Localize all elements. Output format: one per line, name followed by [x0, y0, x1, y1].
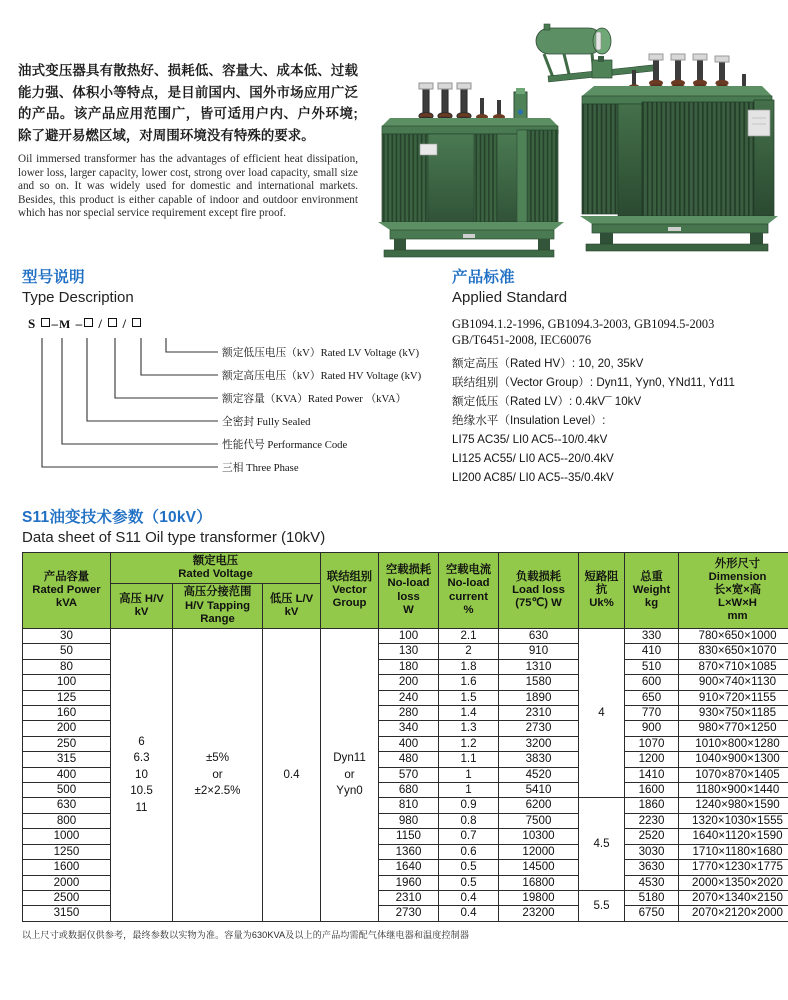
cell-rated-power: 2500 [23, 890, 111, 905]
cell-noload-loss: 200 [379, 675, 439, 690]
spec-insulation-20kv: LI125 AC55/ LI0 AC5--20/0.4kV [452, 451, 614, 465]
type-label-lv-voltage: 额定低压电压（kV）Rated LV Voltage (kV) [222, 347, 420, 359]
cell-rated-power: 3150 [23, 906, 111, 921]
transformer-right [536, 24, 778, 251]
cell-noload-loss: 400 [379, 736, 439, 751]
table-row [23, 629, 788, 644]
cell-noload-loss: 980 [379, 813, 439, 828]
applied-standard-heading-cn: 产品标准 [452, 269, 515, 286]
th-noload-current: 空载电流 No-load current % [439, 553, 499, 629]
th-uk-percent: 短路阻抗 Uk% [579, 553, 625, 629]
th-rated-power: 产品容量 Rated Power kVA [23, 553, 111, 629]
intro-text-english: Oil immersed transformer has the advantages of efficient heat dissipation, lower loss, larger capacity, lower cost, strong over load capacity, small size and so on. It was widely used for domestic and international markets. Besides, this product is either capable of indoor and outdoor environment which has nor special service requirement except fire proof. [18, 153, 358, 220]
cell-load-loss: 10300 [499, 829, 579, 844]
cell-dimension: 1010×800×1280 [679, 736, 788, 751]
cell-dimension: 1640×1120×1590 [679, 829, 788, 844]
cell-noload-loss: 810 [379, 798, 439, 813]
cell-noload-current: 2 [439, 644, 499, 659]
cell-rated-power: 1600 [23, 860, 111, 875]
cell-dimension: 1040×900×1300 [679, 752, 788, 767]
type-code-prefix: S [28, 316, 37, 331]
applied-standard-section [452, 268, 782, 487]
cell-noload-current: 1 [439, 783, 499, 798]
cell-load-loss: 23200 [499, 906, 579, 921]
cell-weight: 3030 [625, 844, 679, 859]
cell-noload-current: 0.5 [439, 875, 499, 890]
cell-dimension: 930×750×1185 [679, 706, 788, 721]
cell-weight: 3630 [625, 860, 679, 875]
spec-rated-hv: 额定高压（Rated HV）: 10, 20, 35kV [452, 356, 644, 370]
cell-noload-loss: 340 [379, 721, 439, 736]
cell-noload-loss: 2730 [379, 906, 439, 921]
spec-insulation-level: 绝缘水平（Insulation Level）: [452, 413, 606, 427]
cell-noload-current: 1.8 [439, 659, 499, 674]
cell-load-loss: 2310 [499, 706, 579, 721]
cell-rated-power: 30 [23, 629, 111, 644]
cell-dimension: 870×710×1085 [679, 659, 788, 674]
cell-noload-current: 2.1 [439, 629, 499, 644]
cell-noload-loss: 680 [379, 783, 439, 798]
cell-load-loss: 2730 [499, 721, 579, 736]
datasheet-heading-en: Data sheet of S11 Oil type transformer (10kV) [22, 529, 326, 546]
cell-load-loss: 19800 [499, 890, 579, 905]
cell-noload-current: 0.8 [439, 813, 499, 828]
cell-noload-current: 1.2 [439, 736, 499, 751]
th-tapping-range: 高压分接范围 H/V Tapping Range [173, 584, 263, 629]
cell-dimension: 910×720×1155 [679, 690, 788, 705]
cell-weight: 650 [625, 690, 679, 705]
cell-noload-loss: 180 [379, 659, 439, 674]
cell-weight: 5180 [625, 890, 679, 905]
cell-weight: 1410 [625, 767, 679, 782]
datasheet-heading-cn: S11油变技术参数（10kV） [22, 509, 212, 526]
cell-noload-current: 0.7 [439, 829, 499, 844]
cell-rated-power: 1250 [23, 844, 111, 859]
type-description-section [22, 268, 452, 488]
specifications-table [22, 552, 788, 922]
cell-weight: 330 [625, 629, 679, 644]
spec-rated-lv: 额定低压（Rated LV）: 0.4kV¯ 10kV [452, 394, 642, 408]
cell-noload-current: 0.4 [439, 890, 499, 905]
cell-weight: 1200 [625, 752, 679, 767]
cell-weight: 4530 [625, 875, 679, 890]
cell-rated-power: 160 [23, 706, 111, 721]
spec-insulation-35kv: LI200 AC85/ LI0 AC5--35/0.4kV [452, 470, 614, 484]
th-load-loss: 负载损耗 Load loss (75℃) W [499, 553, 579, 629]
cell-weight: 600 [625, 675, 679, 690]
cell-noload-current: 1.4 [439, 706, 499, 721]
cell-weight: 510 [625, 659, 679, 674]
cell-uk-percent: 5.5 [579, 890, 625, 921]
cell-noload-loss: 1150 [379, 829, 439, 844]
cell-load-loss: 4520 [499, 767, 579, 782]
cell-load-loss: 630 [499, 629, 579, 644]
cell-rated-power: 2000 [23, 875, 111, 890]
table-body [23, 629, 788, 922]
cell-hv-merged: 6 6.3 10 10.5 11 [111, 629, 173, 922]
type-label-rated-power: 额定容量（KVA）Rated Power （kVA） [222, 393, 407, 405]
th-lv: 低压 L/V kV [263, 584, 321, 629]
cell-weight: 1860 [625, 798, 679, 813]
cell-rated-power: 800 [23, 813, 111, 828]
cell-load-loss: 1580 [499, 675, 579, 690]
cell-vector-merged: Dyn11 or Yyn0 [321, 629, 379, 922]
cell-rated-power: 50 [23, 644, 111, 659]
type-label-three-phase: 三相 Three Phase [222, 462, 299, 474]
cell-load-loss: 1310 [499, 659, 579, 674]
mid-section [0, 268, 788, 508]
cell-rated-power: 250 [23, 736, 111, 751]
cell-rated-power: 630 [23, 798, 111, 813]
standard-line-2: GB/T6451-2008, IEC60076 [452, 333, 592, 348]
cell-dimension: 2070×2120×2000 [679, 906, 788, 921]
cell-weight: 2520 [625, 829, 679, 844]
cell-noload-loss: 100 [379, 629, 439, 644]
th-noload-loss: 空载损耗 No-load loss W [379, 553, 439, 629]
cell-load-loss: 16800 [499, 875, 579, 890]
cell-noload-current: 1 [439, 767, 499, 782]
type-description-heading-cn: 型号说明 [22, 269, 85, 286]
cell-rated-power: 400 [23, 767, 111, 782]
cell-dimension: 1710×1180×1680 [679, 844, 788, 859]
cell-dimension: 900×740×1130 [679, 675, 788, 690]
cell-noload-loss: 2310 [379, 890, 439, 905]
cell-dimension: 1320×1030×1555 [679, 813, 788, 828]
cell-load-loss: 3200 [499, 736, 579, 751]
th-hv: 高压 H/V kV [111, 584, 173, 629]
cell-load-loss: 3830 [499, 752, 579, 767]
cell-tapping-merged: ±5% or ±2×2.5% [173, 629, 263, 922]
cell-weight: 1070 [625, 736, 679, 751]
cell-rated-power: 100 [23, 675, 111, 690]
applied-standard-heading-en: Applied Standard [452, 289, 568, 306]
cell-weight: 900 [625, 721, 679, 736]
cell-noload-current: 0.5 [439, 860, 499, 875]
cell-dimension: 2070×1340×2150 [679, 890, 788, 905]
cell-rated-power: 80 [23, 659, 111, 674]
transformer-product-photo [368, 22, 780, 264]
spec-insulation-10kv: LI75 AC35/ LI0 AC5--10/0.4kV [452, 432, 608, 446]
cell-load-loss: 12000 [499, 844, 579, 859]
intro-text-chinese: 油式变压器具有散热好、损耗低、容量大、成本低、过载能力强、体积小等特点，是目前国内、国外市场应用广泛的产品。该产品应用范围广，皆可适用户内、户外环境;除了避开易燃区域，对周围环境没有特殊的要求。 [18, 63, 358, 143]
cell-noload-current: 1.6 [439, 675, 499, 690]
type-code-diagram [22, 316, 442, 488]
cell-noload-loss: 570 [379, 767, 439, 782]
type-description-heading-en: Type Description [22, 289, 134, 306]
cell-load-loss: 1890 [499, 690, 579, 705]
cell-rated-power: 200 [23, 721, 111, 736]
cell-rated-power: 1000 [23, 829, 111, 844]
type-label-fully-sealed: 全密封 Fully Sealed [222, 416, 311, 428]
cell-load-loss: 5410 [499, 783, 579, 798]
cell-rated-power: 500 [23, 783, 111, 798]
cell-weight: 410 [625, 644, 679, 659]
table-header-row-1 [23, 553, 788, 584]
cell-noload-loss: 130 [379, 644, 439, 659]
cell-noload-current: 0.9 [439, 798, 499, 813]
th-vector-group: 联结组别 Vector Group [321, 553, 379, 629]
th-rated-voltage-group: 额定电压 Rated Voltage [111, 553, 321, 584]
cell-load-loss: 14500 [499, 860, 579, 875]
cell-dimension: 980×770×1250 [679, 721, 788, 736]
cell-noload-current: 0.4 [439, 906, 499, 921]
cell-weight: 1600 [625, 783, 679, 798]
datasheet-note: 以上尺寸或数据仅供参考，最终参数以实物为准。容量为630KVA及以上的产品均需配气体继电器和温度控制器 [22, 929, 470, 940]
cell-rated-power: 315 [23, 752, 111, 767]
cell-noload-loss: 280 [379, 706, 439, 721]
th-weight: 总重 Weight kg [625, 553, 679, 629]
standard-line-1: GB1094.1.2-1996, GB1094.3-2003, GB1094.5-2003 [452, 317, 715, 331]
cell-uk-percent: 4 [579, 629, 625, 798]
cell-load-loss: 6200 [499, 798, 579, 813]
type-label-performance-code: 性能代号 Performance Code [222, 439, 348, 451]
cell-weight: 6750 [625, 906, 679, 921]
cell-dimension: 780×650×1000 [679, 629, 788, 644]
cell-noload-current: 0.6 [439, 844, 499, 859]
cell-noload-current: 1.1 [439, 752, 499, 767]
cell-noload-loss: 1360 [379, 844, 439, 859]
th-dimension: 外形尺寸 Dimension 长×宽×高 L×W×H mm [679, 553, 788, 629]
cell-noload-loss: 240 [379, 690, 439, 705]
cell-noload-loss: 480 [379, 752, 439, 767]
cell-weight: 2230 [625, 813, 679, 828]
intro-section [0, 0, 788, 268]
cell-load-loss: 7500 [499, 813, 579, 828]
cell-dimension: 1240×980×1590 [679, 798, 788, 813]
cell-load-loss: 910 [499, 644, 579, 659]
cell-noload-loss: 1960 [379, 875, 439, 890]
type-label-hv-voltage: 额定高压电压（kV）Rated HV Voltage (kV) [222, 370, 422, 382]
cell-dimension: 1070×870×1405 [679, 767, 788, 782]
cell-dimension: 830×650×1070 [679, 644, 788, 659]
transformer-left [378, 83, 564, 257]
cell-noload-current: 1.3 [439, 721, 499, 736]
cell-dimension: 1180×900×1440 [679, 783, 788, 798]
datasheet-heading [22, 508, 788, 548]
cell-noload-current: 1.5 [439, 690, 499, 705]
cell-dimension: 1770×1230×1775 [679, 860, 788, 875]
cell-lv-merged: 0.4 [263, 629, 321, 922]
type-code-string: S –M – / / [28, 316, 142, 332]
cell-weight: 770 [625, 706, 679, 721]
cell-noload-loss: 1640 [379, 860, 439, 875]
intro-block [18, 60, 358, 221]
cell-dimension: 2000×1350×2020 [679, 875, 788, 890]
cell-uk-percent: 4.5 [579, 798, 625, 890]
spec-vector-group: 联结组别（Vector Group）: Dyn11, Yyn0, YNd11, Yd11 [452, 375, 735, 389]
cell-rated-power: 125 [23, 690, 111, 705]
